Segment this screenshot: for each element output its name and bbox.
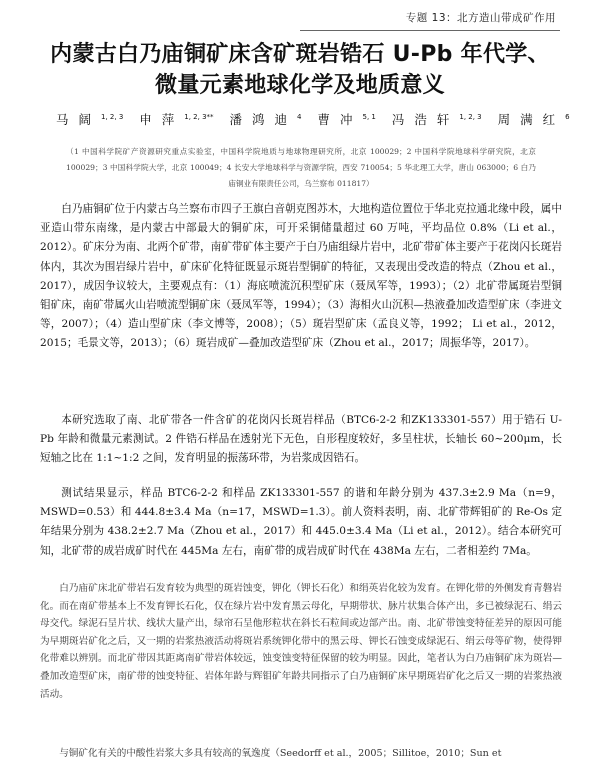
author: 潘鸿迪$^4$ [229,112,302,127]
author-list [50,110,570,128]
body-section-2 [40,411,562,469]
body-section-5 [40,745,562,763]
paragraph-oxygen-fugacity: 与铜矿化有关的中酸性岩浆大多具有较高的氧逸度（Seedorff et al.，2005；Sillitoe，2010；Sun et [59,748,502,759]
author: 冯浩轩$^{1, 2, 3}$ [391,112,482,127]
paper-title-line-2: 微量元素地球化学及地质意义 [155,73,445,98]
author: 申萍$^{1, 2, 3**}$ [139,112,214,127]
header-rule [300,30,560,31]
paragraph-results: 测试结果显示，样品 BTC6-2-2 和样品 ZK133301-557 的谐和年龄分别为 437.3±2.9 Ma（n=9，MSWD=0.53）和 444.8±3.4 Ma（n=17，MSWD=1.3）。前人资料表明，南、北矿带辉钼矿的 Re-Os 定年结果分别为 438.2±2.7 Ma（Zhou et al.，2017）和 445.0±3.4 Ma（Li et al.，2012）。结合本研究可知，北矿带的成岩成矿时代在 445Ma 左右，南矿带的成岩成矿时代在 438Ma 左右，二者相差约 7Ma。 [40,487,562,557]
author: 周满红$^6$ [497,112,570,127]
paragraph-samples: 本研究选取了南、北矿带各一件含矿的花岗闪长斑岩样品（BTC6-2-2 和ZK133301-557）用于锆石 U-Pb 年龄和微量元素测试。2 件锆石样品在透射光下无色，自形程度较好，多呈柱状，长轴长 60~200μm，长短轴之比在 1:1~1:2 之间，发育明显的振荡环带，为岩浆成因锆石。 [40,414,562,465]
author: 马阔$^{1, 2, 3}$ [56,112,124,127]
author: 曹冲$^{5, 1}$ [317,112,376,127]
affiliations: （1 中国科学院矿产资源研究重点实验室，中国科学院地质与地球物理研究所，北京 100029；2 中国科学院地球科学研究院，北京 100029；3 中国科学院大学，北京 100049；4 长安大学地球科学与资源学院，西安 710054；5 华北理工大学，唐山 063000；6 白乃庙铜业有限责任公司，乌兰察布 011817） [66,147,536,188]
body-section-3 [40,484,562,561]
body-section-1 [40,200,562,354]
running-head: 专题 13：北方造山带成矿作用 [405,12,556,24]
body-section-4 [40,580,562,703]
paper-title-line-1: 内蒙古白乃庙铜矿床含矿斑岩锆石 U-Pb 年代学、 [50,42,550,67]
paragraph-geology: 白乃庙铜矿位于内蒙古乌兰察布市四子王旗白音朝克图苏木，大地构造位置位于华北克拉通北缘中段，属中亚造山带东南缘，是内蒙古中部最大的铜矿床，可开采铜储量超过 60 万吨，平均品位 0.8%（Li et al.，2012）。矿床分为南、北两个矿带，南矿带矿体主要产于白乃庙组绿片岩中，北矿带矿体主要产于花岗闪长斑岩体内，其次为围岩绿片岩中，矿床矿化特征既显示斑岩型铜矿的特征，又表现出受改造的特点（Zhou et al.，2017），成因争议较大，主要观点有：（1）海底喷流沉积型矿床（聂凤军等，1993）；（2）北矿带属斑岩型铜钼矿床，南矿带属火山岩喷流型铜矿床（聂凤军等，1994）；（3）海相火山沉积—热液叠加改造型矿床（李进文等，2007）；（4）造山型矿床（李文博等，2008）；（5）斑岩型矿床（孟良义等，1992； Li et al.，2012，2015；毛景文等，2013）；（6）斑岩成矿—叠加改造型矿床（Zhou et al.，2017；周振华等，2017）。 [40,203,562,350]
paragraph-alteration: 白乃庙矿床北矿带岩石发育较为典型的斑岩蚀变，钾化（钾长石化）和绢英岩化较为发育。在钾化带的外侧发育青磐岩化。而在南矿带基本上不发育钾长石化，仅在绿片岩中发育黑云母化，早期带状、脉片状集合体产出，多已被绿泥石、绢云母交代。绿泥石呈片状、线状大量产出，绿帘石呈他形粒状在斜长石粒间或边部产出。南、北矿带蚀变特征差异的原因可能为早期斑岩矿化之后，又一期的岩浆热液活动将斑岩系统钾化带中的黑云母、钾长石蚀变成绿泥石、绢云母等矿物，使得钾化带难以辨别。而北矿带因其距离南矿带岩体较远，蚀变蚀变特征保留的较为明显。因此，笔者认为白乃庙铜矿床为斑岩—叠加改造型矿床，南矿带的蚀变特征、岩体年龄与辉钼矿年龄共同指示了白乃庙铜矿床早期斑岩矿化之后又一期的岩浆热液活动。 [40,583,562,700]
